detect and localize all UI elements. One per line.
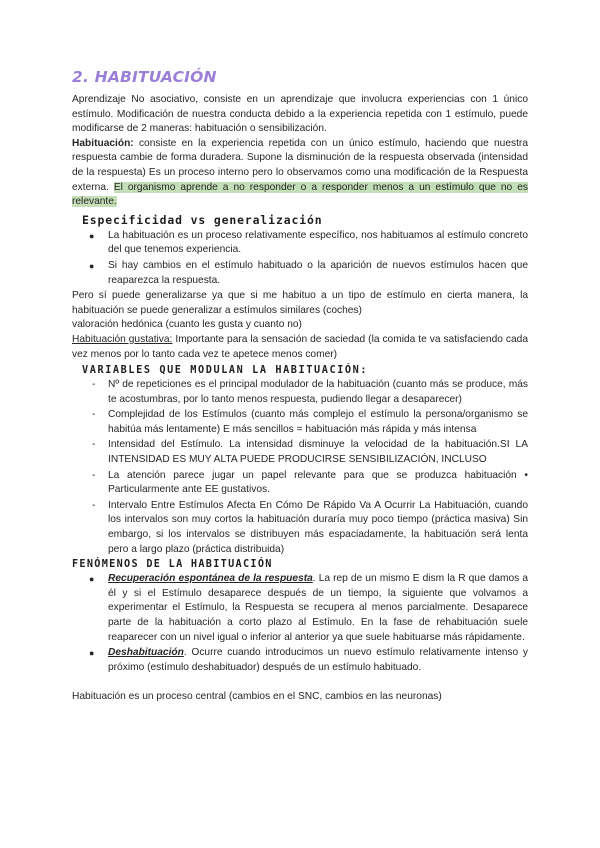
subheading-fenomenos: FENÓMENOS DE LA HABITUACIÓN — [72, 559, 273, 571]
dash-marker: - — [92, 469, 96, 481]
dash-marker: - — [92, 439, 96, 451]
especificidad-bullet-list — [72, 229, 528, 288]
list-item: ● Deshabituación. Ocurre cuando introducimos un nuevo estímulo relativamente intenso y próximo (estímulo deshabituador) después de un estímulo habituado. — [89, 647, 528, 673]
list-item: - Intervalo Entre Estímulos Afecta En Cómo De Rápido Va A Ocurrir La Habituación, cuando los intervalos son muy cortos la habituación duraría muy poco tiempo (práctica masiva) Sin embargo, si los intervalos se distribuyen más espaciadamente, la habituación será lenta pero a largo plazo (práctica distribuida) — [92, 499, 528, 555]
section-heading: 2. HABITUACIÓN — [72, 68, 217, 86]
list-item: - Intensidad del Estímulo. La intensidad disminuye la velocidad de la habituación.SI LA INTENSIDAD ES MUY ALTA PUEDE PRODUCIRSE SENSIBILIZACIÓN, INCLUSO — [92, 439, 528, 466]
highlighted-text: El organismo aprende a no responder o a responder menos a un estímulo que no es relevante. — [72, 181, 528, 208]
bullet-marker: ● — [89, 230, 95, 241]
definition-paragraph — [72, 137, 528, 210]
document-page — [72, 68, 528, 705]
dash-marker: - — [92, 499, 96, 511]
dash-marker: - — [92, 379, 96, 391]
phenomenon-term: Recuperación espontánea de la respuesta — [108, 573, 313, 585]
intro-paragraph: Aprendizaje No asociativo, consiste en un aprendizaje que involucra experiencias con 1 único estímulo. Modificación de nuestra conducta debido a la experiencia repetida con 1 estímulo, puede modificarse de 2 maneras: habituación o sensibilización. — [72, 94, 528, 135]
gustativa-label: Habituación gustativa: — [72, 333, 173, 345]
hedonic-line: valoración hedónica (cuanto les gusta y cuanto no) — [72, 319, 302, 331]
dash-marker: - — [92, 409, 96, 421]
fenomenos-bullet-list — [72, 572, 528, 675]
list-item: - La atención parece jugar un papel relevante para que se produzca habituación • Particularmente ante EE gustativos. — [92, 469, 528, 496]
definition-term: Habituación: — [72, 137, 134, 149]
definition-text: consiste en la experiencia repetida con un único estímulo, haciendo que nuestra respuesta cambie de forma duradera. Supone la disminución de la respuesta observada (intensidad de la respuesta) Es un proceso interno pero lo observamos como una modificación de la Respuesta externa. — [72, 137, 528, 193]
subheading-variables: VARIABLES QUE MODULAN LA HABITUACIÓN: — [82, 365, 369, 377]
phenomenon-term: Deshabituación — [108, 647, 184, 659]
gustativa-text: Importante para la sensación de saciedad (la comida te va satisfaciendo cada vez menos por lo tanto cada vez te apetece menos comer) — [72, 333, 528, 360]
subheading-especificidad: Especificidad vs generalización — [82, 212, 323, 227]
list-item: ● Recuperación espontánea de la respuesta. La rep de un mismo E dism la R que damos a él y si el Estímulo desaparece después de un tiempo, la siguiente que volvamos a experimentar el Estímulo, la Respuesta se recupera al menos parcialmente. Desaparece parte de la habituación a corto plazo al Estímulo. En la fase de rehabituación suele reaparecer con un nivel igual o inferior al anterior ya que suele habituarse más rápidamente. — [89, 573, 529, 643]
spacer — [72, 676, 528, 690]
bullet-marker: ● — [89, 574, 95, 585]
list-item: ● La habituación es un proceso relativamente específico, nos habituamos al estímulo concreto del que tenemos experiencia. — [89, 229, 528, 256]
list-item: ● Si hay cambios en el estímulo habituado o la aparición de nuevos estímulos hacen que reaparezca la respuesta. — [89, 259, 528, 286]
bullet-marker: ● — [89, 260, 95, 271]
variables-dash-list — [72, 378, 528, 557]
list-item: - Nº de repeticiones es el principal modulador de la habituación (cuanto más se produce, más te acostumbras, por lo tanto menos respuesta, pudiendo llegar a desaparecer) — [92, 379, 528, 405]
generalization-paragraph: Pero sí puede generalizarse ya que si me habituo a un tipo de estímulo en cierta manera, la habituación se puede generalizar a estímulos similares (coches) — [72, 290, 528, 316]
gustativa-paragraph — [72, 333, 528, 362]
bullet-marker: ● — [89, 648, 95, 659]
closing-paragraph: Habituación es un proceso central (cambios en el SNC, cambios en las neuronas) — [72, 691, 442, 703]
list-item: - Complejidad de los Estímulos (cuanto más complejo el estímulo la persona/organismo se habitúa más lentamente) E más sencillos = habituación más rápida y más intensa — [92, 409, 528, 435]
